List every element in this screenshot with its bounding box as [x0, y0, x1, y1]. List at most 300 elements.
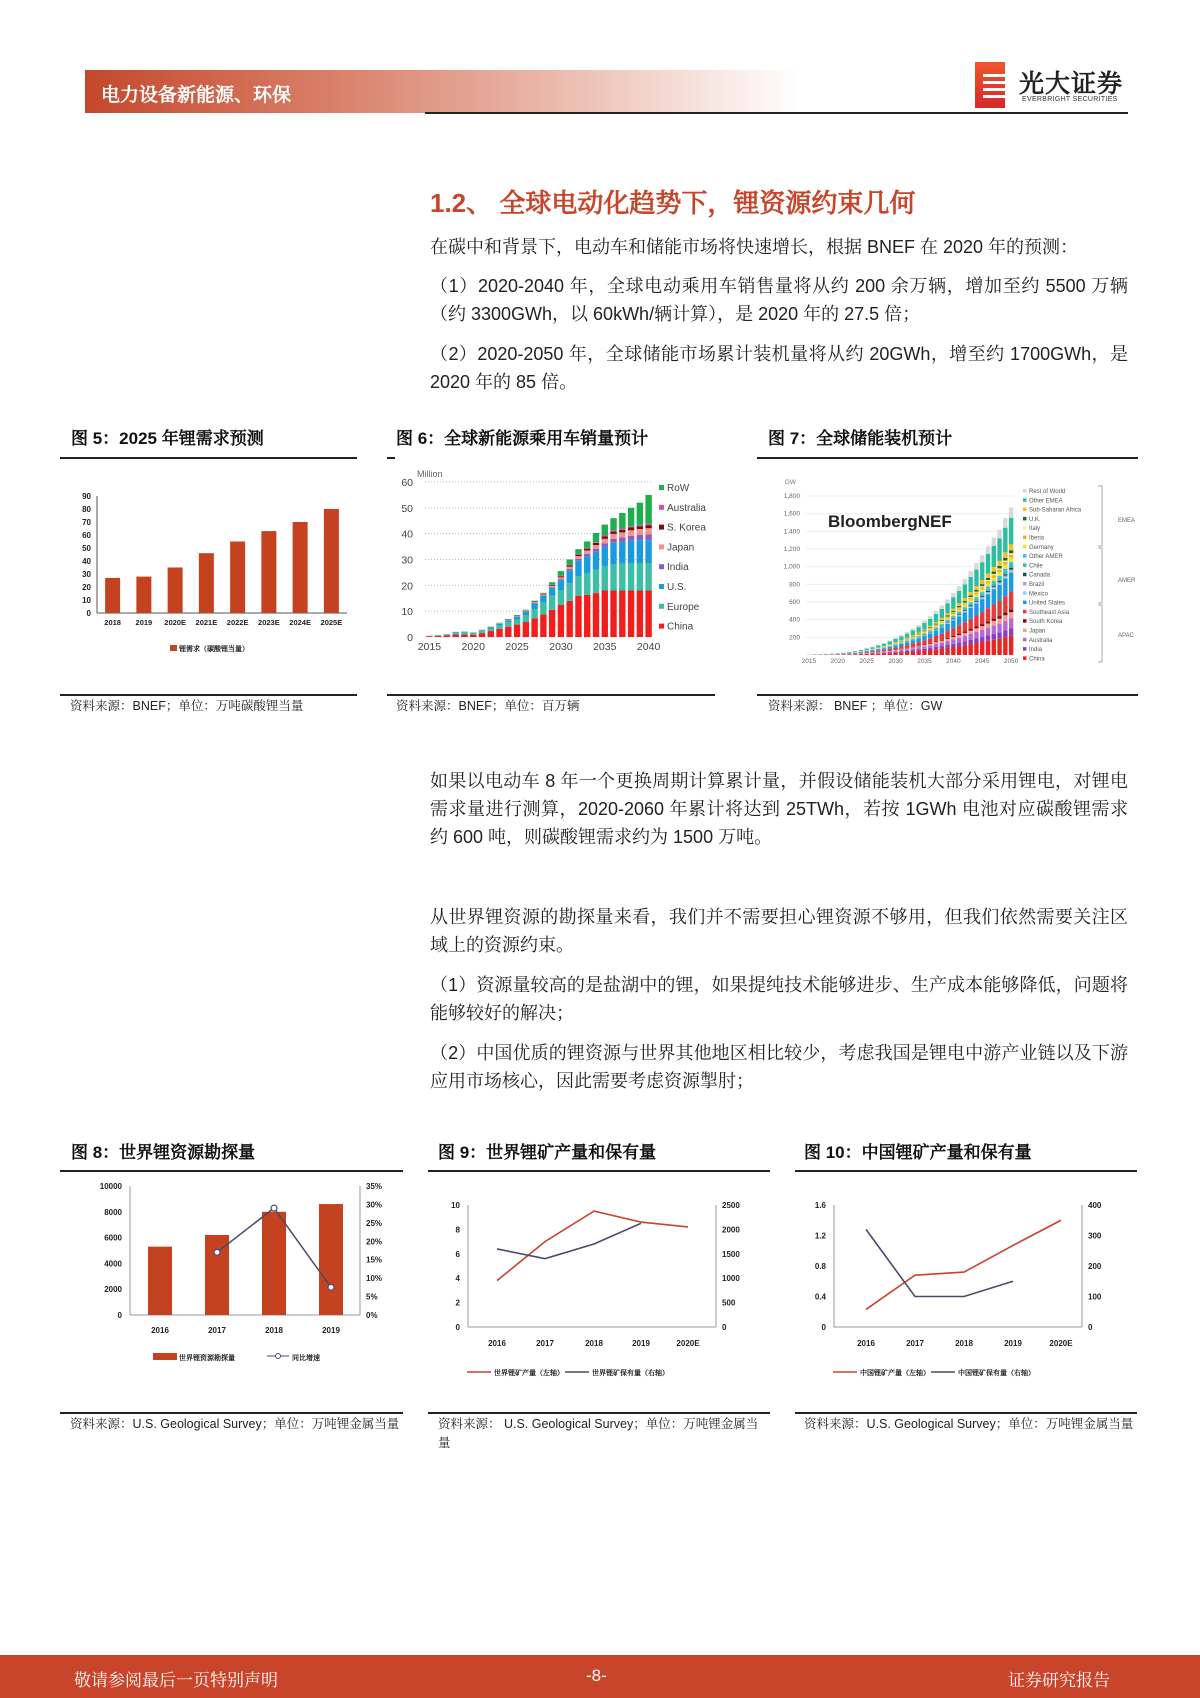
- x-tick-label: 2019: [322, 1326, 340, 1335]
- bar-segment: [963, 622, 967, 631]
- bar-segment-europe: [619, 564, 625, 591]
- bar-segment: [911, 629, 915, 631]
- bar-segment: [951, 597, 955, 608]
- legend-swatch: [659, 544, 664, 549]
- bar-segment: [916, 646, 920, 647]
- bar-segment: [893, 653, 897, 655]
- bar-segment: [980, 584, 984, 586]
- bar-segment: [986, 591, 990, 592]
- bar-segment-row: [549, 582, 555, 585]
- bar-segment: [922, 623, 926, 629]
- bar-segment: [911, 630, 915, 635]
- bar-segment-us: [479, 631, 485, 632]
- right-tick-label: 1000: [722, 1274, 740, 1284]
- bar-segment: [957, 607, 961, 608]
- bar-segment: [928, 644, 932, 646]
- bar-segment: [951, 612, 955, 613]
- bar-segment: [992, 546, 996, 567]
- y-tick-label: 1,200: [783, 546, 800, 553]
- x-tick-label: 2017: [208, 1326, 226, 1335]
- left-tick-label: 0: [117, 1311, 122, 1320]
- bar-segment: [916, 646, 920, 647]
- bar-segment: [997, 566, 1001, 569]
- bar-segment: [1003, 565, 1007, 569]
- bar-segment-japan: [645, 528, 651, 534]
- bar-segment-europe: [505, 622, 511, 626]
- bar-segment: [945, 615, 949, 616]
- legend-label: Germany: [1029, 544, 1054, 551]
- bar-segment: [945, 641, 949, 645]
- bar-segment: [916, 625, 920, 627]
- bar-segment: [888, 641, 892, 644]
- bar-segment-europe: [645, 563, 651, 590]
- bar-segment: [1009, 571, 1013, 572]
- bar-segment: [980, 624, 984, 626]
- bar-segment: [934, 622, 938, 624]
- bar-segment: [957, 646, 961, 655]
- bar-segment: [882, 652, 886, 653]
- bar-segment: [940, 625, 944, 626]
- bar-segment: [951, 644, 955, 647]
- bar-segment: [928, 616, 932, 619]
- bar-segment: [911, 637, 915, 638]
- bar-segment: [974, 586, 978, 590]
- bar-segment: [1009, 568, 1013, 569]
- x-tick-label: 2016: [488, 1339, 506, 1348]
- bar-segment: [980, 630, 984, 637]
- x-tick-label: 2020E: [676, 1339, 700, 1348]
- bar-segment: [922, 645, 926, 646]
- legend-label: RoW: [667, 483, 690, 494]
- bar-segment: [980, 612, 984, 624]
- x-tick-label: 2020: [830, 658, 846, 665]
- bar-segment: [934, 642, 938, 644]
- bar-segment-japan: [584, 550, 590, 553]
- bar-segment: [859, 653, 863, 654]
- bar-segment: [934, 630, 938, 636]
- bar-segment: [888, 651, 892, 652]
- bar-segment: [893, 638, 897, 639]
- bar-segment: [888, 649, 892, 651]
- bar-segment: [916, 651, 920, 655]
- bar-segment-us: [637, 540, 643, 563]
- bar-segment: [986, 574, 990, 578]
- bar-segment: [997, 530, 1001, 539]
- bar-segment: [986, 628, 990, 636]
- bar-segment-europe: [593, 570, 599, 593]
- bar-segment-china: [444, 635, 450, 637]
- bar-2023E: [261, 531, 276, 613]
- bar-segment: [934, 649, 938, 655]
- bar-segment: [974, 599, 978, 601]
- bar-segment: [870, 654, 874, 655]
- bar-2021E: [199, 553, 214, 613]
- legend-label: India: [1029, 647, 1043, 654]
- bar-segment: [968, 600, 972, 603]
- bar-segment: [928, 629, 932, 630]
- bar-segment: [922, 651, 926, 655]
- paragraph: （2）中国优质的锂资源与世界其他地区相比较少，考虑我国是锂电中游产业链以及下游应用市场核心，因此需要考虑资源掣肘；: [430, 1043, 1128, 1091]
- bar-segment: [870, 647, 874, 648]
- bar-segment: [928, 648, 932, 650]
- y-tick-label: 200: [789, 634, 800, 642]
- bar-segment: [940, 634, 944, 640]
- bar-segment: [992, 619, 996, 621]
- bar-segment: [893, 642, 897, 643]
- legend-group-bracket: [1098, 605, 1102, 662]
- bar-segment: [974, 628, 978, 632]
- bar-segment: [963, 579, 967, 584]
- bar-segment-australia: [593, 542, 599, 543]
- right-tick-label: 2500: [722, 1201, 740, 1210]
- figure-source: 资料来源：U.S. Geological Survey；单位：万吨锂金属当量: [70, 1417, 400, 1431]
- left-tick-label: 1.2: [814, 1231, 826, 1241]
- bar-segment: [882, 648, 886, 650]
- bar-segment: [980, 555, 984, 562]
- y-tick-label: 800: [789, 581, 800, 589]
- bar-segment: [1003, 621, 1007, 631]
- growth-point: [271, 1205, 277, 1211]
- bar-segment: [997, 582, 1001, 583]
- bar-segment: [934, 614, 938, 622]
- legend-swatch: [1023, 647, 1027, 651]
- bar-segment: [1009, 553, 1013, 554]
- legend-swatch: [659, 624, 664, 629]
- bar-segment: [968, 606, 972, 607]
- bar-segment-india: [610, 539, 616, 543]
- x-tick-label: 2020E: [1049, 1339, 1073, 1348]
- bar-segment-india: [531, 603, 537, 604]
- legend-label: Other AMER: [1029, 554, 1063, 561]
- legend-label: 世界锂资源勘探量: [179, 1355, 235, 1362]
- bar-segment: [928, 631, 932, 632]
- bar-segment: [911, 638, 915, 639]
- bar-segment-row: [575, 549, 581, 554]
- bar-segment-us: [593, 552, 599, 570]
- legend-label: Other EMEA: [1029, 498, 1063, 505]
- legend-label: S. Korea: [667, 522, 706, 534]
- bar-segment-india: [628, 536, 634, 541]
- bar-segment-japan: [610, 534, 616, 539]
- bar-segment: [888, 640, 892, 641]
- bar-segment-us: [461, 632, 467, 633]
- bar-segment: [951, 619, 955, 620]
- bar-segment-us: [602, 547, 608, 566]
- legend-label: Mexico: [1029, 591, 1049, 598]
- bar-segment: [940, 649, 944, 655]
- bar-segment: [905, 634, 909, 638]
- legend-group-label: APAC: [1118, 633, 1134, 639]
- bar-segment: [899, 649, 903, 650]
- bar-segment-india: [593, 549, 599, 552]
- legend-swatch: [1023, 526, 1027, 530]
- bar-segment-europe: [479, 631, 485, 633]
- bar-segment: [997, 581, 1001, 582]
- bar-segment-japan: [628, 530, 634, 535]
- bar-segment: [916, 635, 920, 636]
- x-tick-label: 2019: [1004, 1339, 1022, 1348]
- bar-segment-europe: [566, 583, 572, 601]
- bar-segment: [870, 651, 874, 652]
- right-tick-label: 1500: [722, 1249, 740, 1259]
- bar-segment: [934, 627, 938, 628]
- bar-segment: [963, 612, 967, 622]
- bar-segment-japan: [566, 567, 572, 569]
- bar-segment: [853, 651, 857, 652]
- bar-segment: [957, 634, 961, 635]
- bar-segment: [870, 653, 874, 654]
- legend-label: 锂需求（碳酸锂当量）: [179, 646, 249, 653]
- bar-segment: [963, 584, 967, 598]
- bar-segment: [899, 646, 903, 648]
- bar-segment: [992, 567, 996, 572]
- bar-segment: [882, 653, 886, 655]
- bar-segment: [893, 652, 897, 653]
- bar-segment-europe: [575, 576, 581, 595]
- bar-segment-india: [575, 559, 581, 561]
- section-title: 1.2、 全球电动化趋势下，锂资源约束几何: [430, 188, 916, 218]
- bar-segment: [893, 648, 897, 650]
- bar-segment-china: [575, 596, 581, 637]
- bar-segment-china: [540, 614, 546, 637]
- bar-segment: [945, 613, 949, 615]
- bar-segment: [916, 647, 920, 649]
- bar-segment-europe: [602, 566, 608, 591]
- bar-segment: [951, 609, 955, 611]
- bar-segment-australia: [637, 525, 643, 526]
- paragraph: 如果以电动车 8 年一个更换周期计算累计量，并假设储能装机大部分采用锂电，对锂电需求量进行测算，2020-2060 年累计将达到 25TWh，若按 1GWh 电池对应碳酸锂需求约 600 吨，则碳酸锂需求约为 1500 万吨。: [430, 771, 1128, 847]
- bar-segment: [1009, 565, 1013, 568]
- bar-segment: [997, 561, 1001, 566]
- bar-segment: [986, 635, 990, 640]
- logo-english: EVERBRIGHT SECURITIES: [1022, 96, 1118, 103]
- right-tick-label: 5%: [366, 1292, 378, 1302]
- bar-segment: [986, 578, 990, 580]
- bar-segment-india: [540, 595, 546, 596]
- bar-segment: [916, 636, 920, 637]
- legend-group-label: AMER: [1118, 578, 1136, 584]
- bar-segment: [876, 645, 880, 646]
- bar-segment: [951, 640, 955, 644]
- y-tick-label: 50: [82, 544, 91, 553]
- figure-source: 资料来源：U.S. Geological Survey；单位：万吨锂金属当量: [804, 1417, 1134, 1431]
- bar-segment: [876, 653, 880, 654]
- bar-segment: [951, 616, 955, 617]
- x-tick-label: 2015: [801, 658, 817, 665]
- bar-segment-china: [505, 627, 511, 637]
- right-tick-label: 200: [1088, 1262, 1102, 1271]
- bar-segment-row: [584, 541, 590, 547]
- x-tick-label: 2018: [265, 1326, 283, 1335]
- bar-segment: [899, 651, 903, 652]
- bar-segment: [911, 648, 915, 650]
- bar-segment: [864, 649, 868, 650]
- bar-segment: [853, 654, 857, 655]
- bar-segment: [911, 644, 915, 647]
- bar-segment: [992, 577, 996, 581]
- bar-segment: [945, 623, 949, 624]
- bar-segment: [992, 587, 996, 588]
- bar-segment: [997, 584, 1001, 585]
- y-tick-label: 400: [789, 616, 800, 624]
- x-tick-label: 2035: [917, 658, 932, 665]
- bar-segment: [1003, 574, 1007, 575]
- legend-swatch: [1023, 508, 1027, 512]
- bar-segment-europe: [496, 625, 502, 628]
- bar-segment: [922, 644, 926, 645]
- bar-segment: [1003, 528, 1007, 553]
- bar-segment: [928, 629, 932, 630]
- bar-segment: [934, 624, 938, 625]
- bar-segment: [997, 572, 1001, 576]
- bar-segment: [997, 616, 1001, 619]
- bar-segment-australia: [610, 530, 616, 531]
- bar-segment: [1003, 561, 1007, 562]
- y-tick-label: 80: [82, 505, 91, 514]
- legend-swatch: [1023, 517, 1027, 521]
- bar-segment: [1009, 507, 1013, 517]
- bar-segment: [1003, 637, 1007, 655]
- x-tick-label: 2015: [417, 641, 442, 653]
- bar-2020E: [168, 568, 183, 614]
- bar-segment: [997, 538, 1001, 561]
- bar-segment-us: [505, 620, 511, 622]
- bar-segment-japan: [540, 594, 546, 595]
- bar-segment: [957, 610, 961, 612]
- figure-title: 图 7：全球储能装机预计: [768, 429, 953, 448]
- legend-label: Canada: [1029, 572, 1051, 579]
- bar-segment-us: [610, 543, 616, 565]
- figure-rule: [795, 1412, 1137, 1414]
- bar-segment: [968, 608, 972, 619]
- right-tick-label: 0: [722, 1323, 727, 1332]
- bar-segment: [899, 640, 903, 641]
- legend-label: Chile: [1029, 563, 1043, 570]
- bar-segment-india: [619, 538, 625, 542]
- bar-segment: [974, 604, 978, 616]
- bar-segment: [940, 624, 944, 625]
- legend-label: 世界锂矿产量（左轴）: [494, 1370, 564, 1377]
- y-tick-label: 60: [401, 477, 413, 489]
- bar-segment: [957, 635, 961, 638]
- bar-segment-japan: [602, 539, 608, 543]
- bar-segment-china: [496, 629, 502, 637]
- bar-segment: [899, 642, 903, 643]
- x-tick-label: 2018: [104, 618, 121, 627]
- bar-segment: [1003, 578, 1007, 596]
- bar-segment: [968, 598, 972, 600]
- legend-swatch: [1023, 610, 1027, 614]
- bar-segment-china: [602, 591, 608, 638]
- bar-segment: [905, 648, 909, 649]
- bar-segment: [992, 586, 996, 587]
- bar-segment: [980, 580, 984, 584]
- bar-segment: [957, 612, 961, 613]
- bar-segment: [992, 538, 996, 546]
- bar-segment-us: [645, 540, 651, 563]
- bar-segment-row: [558, 571, 564, 576]
- bar-segment: [1009, 572, 1013, 591]
- right-tick-label: 2000: [722, 1225, 740, 1235]
- bar-segment: [974, 592, 978, 593]
- bar-segment: [968, 629, 972, 631]
- bar-segment: [945, 639, 949, 641]
- bar-segment: [980, 598, 984, 599]
- bar-segment: [1009, 558, 1013, 562]
- bar-segment-australia: [602, 535, 608, 536]
- bar-segment-row: [602, 525, 608, 536]
- series-line-right: [497, 1223, 641, 1258]
- bar-segment: [951, 611, 955, 612]
- bar-segment: [893, 639, 897, 642]
- x-tick-label: 2022E: [226, 618, 249, 627]
- x-tick-label: 2030: [888, 658, 903, 665]
- bar-2019: [136, 577, 151, 613]
- bar-segment-japan: [523, 610, 529, 611]
- right-tick-label: 35%: [366, 1182, 383, 1191]
- bar-segment: [986, 554, 990, 574]
- bar-segment: [1009, 544, 1013, 550]
- bar-segment: [986, 623, 990, 627]
- bar-2022E: [230, 542, 245, 614]
- bar-segment-china: [452, 634, 458, 637]
- y-tick-label: 90: [82, 492, 91, 501]
- legend-label: 同比增速: [292, 1355, 320, 1362]
- bar-segment: [963, 641, 967, 645]
- bar-segment: [986, 587, 990, 589]
- legend-label: Japan: [1029, 628, 1046, 635]
- bar-segment: [974, 597, 978, 599]
- legend-label: Southeast Asia: [1029, 609, 1070, 616]
- left-tick-label: 8: [455, 1225, 460, 1235]
- paragraph: （1）2020-2040 年，全球电动乘用车销售量将从约 200 余万辆，增加至约 5500 万辆（约 3300GWh，以 60kWh/辆计算），是 2020 年的 27.5 倍；: [430, 276, 1128, 324]
- bar-segment: [992, 572, 996, 574]
- bar-segment: [968, 577, 972, 592]
- bar-segment: [951, 593, 955, 597]
- figure-source: 资料来源： U.S. Geological Survey；单位：万吨锂金属当量: [438, 1417, 759, 1450]
- bar-segment: [940, 640, 944, 641]
- bar-segment: [940, 618, 944, 620]
- bar-segment: [997, 624, 1001, 633]
- bar-segment: [957, 608, 961, 609]
- figure-title: 图 8：世界锂资源勘探量: [71, 1143, 256, 1162]
- bar-segment: [940, 646, 944, 648]
- bar-segment: [928, 619, 932, 626]
- bar-segment: [974, 603, 978, 604]
- bar-segment-australia: [619, 529, 625, 530]
- left-tick-label: 2: [455, 1298, 460, 1308]
- bar-segment: [945, 599, 949, 603]
- x-tick-label: 2030: [549, 641, 573, 653]
- bar-segment-skorea: [558, 576, 564, 577]
- y-tick-label: 20: [82, 583, 91, 592]
- bar-segment: [934, 636, 938, 641]
- bar-segment-europe: [584, 573, 590, 595]
- growth-point: [328, 1284, 334, 1290]
- legend-label: India: [667, 562, 689, 574]
- legend-label: Italy: [1029, 526, 1041, 533]
- bar-segment-australia: [558, 576, 564, 577]
- bar-segment: [934, 644, 938, 647]
- left-tick-label: 2000: [104, 1285, 122, 1295]
- chart-world-lithium-exploration: [70, 1171, 403, 1408]
- legend-swatch: [1023, 563, 1027, 567]
- bar-segment-china: [619, 591, 625, 638]
- bar-segment: [992, 574, 996, 575]
- bar-segment: [916, 627, 920, 632]
- bar-segment: [870, 650, 874, 651]
- bar-segment: [963, 610, 967, 611]
